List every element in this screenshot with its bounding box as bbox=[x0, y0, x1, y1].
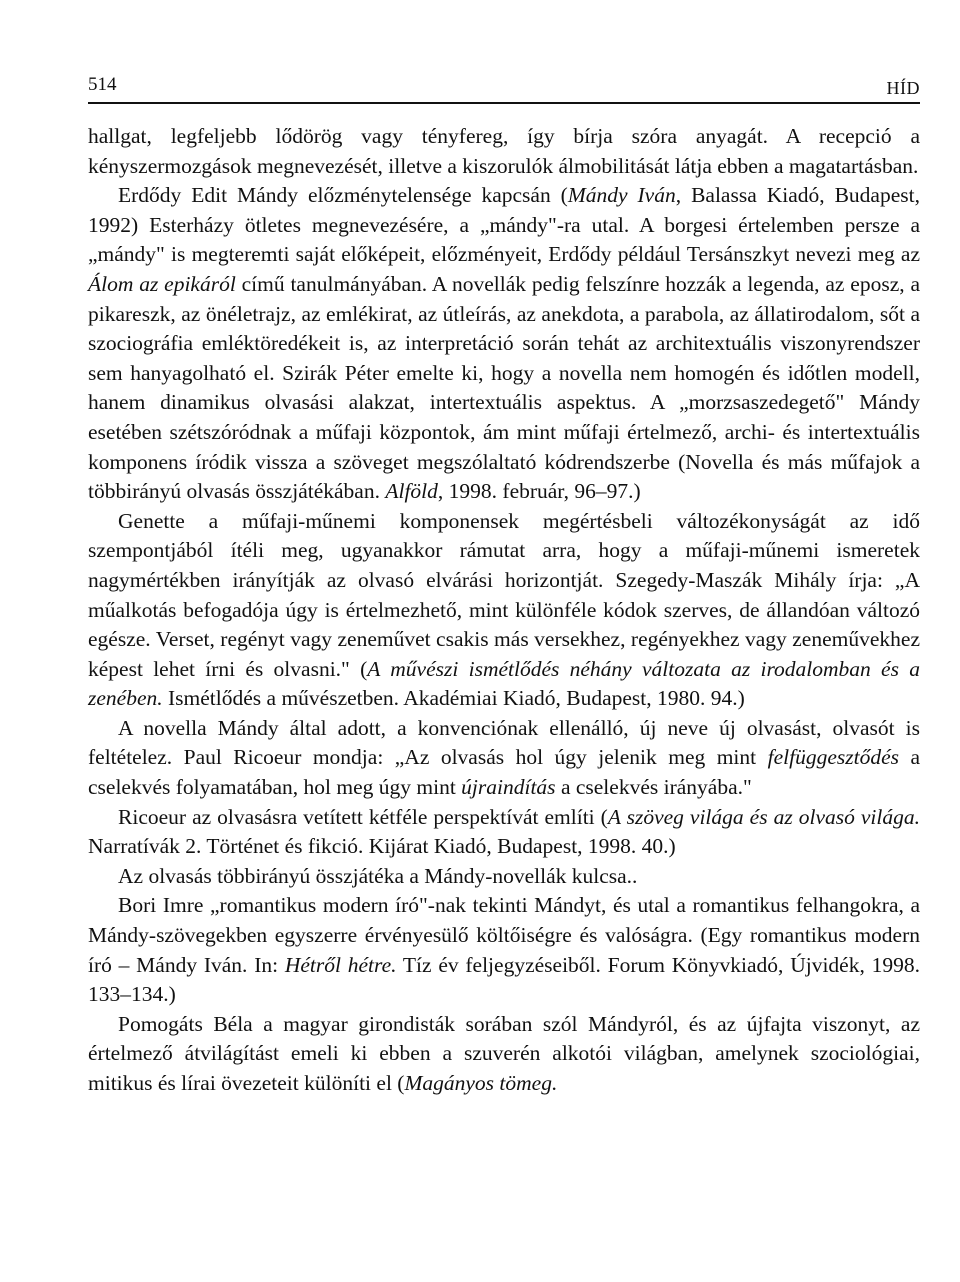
paragraph bbox=[88, 122, 920, 181]
journal-title: HÍD bbox=[886, 78, 920, 98]
text-run: Ismétlődés a művészetben. Akadémiai Kiadó, Budapest, 1980. 94.) bbox=[162, 686, 745, 711]
text-run: Ricoeur az olvasásra vetített kétféle perspektívát említi ( bbox=[118, 804, 608, 829]
italic-text: felfüggesztődés bbox=[767, 745, 899, 770]
text-run: a cselekvés folyamatában, hol meg úgy mint bbox=[88, 745, 920, 800]
italic-text: Magányos tömeg. bbox=[404, 1071, 558, 1095]
paragraph bbox=[88, 803, 920, 862]
body-text bbox=[88, 122, 920, 1099]
running-header bbox=[88, 70, 920, 104]
text-run: hallgat, legfeljebb lődörög vagy tényfereg, így bírja szóra anyagát. A recepció a kényszermozgások megnevezését, illetve a kiszorulók álmobilitását látja ebben a magatartásban. bbox=[88, 124, 920, 178]
italic-text: A szöveg világa és az olvasó világa. bbox=[607, 804, 920, 829]
text-run: Genette a műfaji-műnemi komponensek megértésbeli változékonyságát az idő szempontjából ítéli meg, ugyanakkor rámutat arra, hogy a műfaji-műnemi ismeretek nagymértékben irányítják az olvasó elvárási horizontját. Szegedy-Maszák Mihály írja: „A műalkotás befogadója úgy is értelmezhető, mint különféle kódok szerves, de állandóan változó egésze. Verset, regényt vagy zeneművet csakis más versekhez, regényekhez vagy zeneművekhez képest lehet írni és olvasni." ( bbox=[88, 508, 920, 681]
italic-text: Alföld bbox=[385, 479, 438, 504]
text-run: Bori Imre „romantikus modern író"-nak tekinti Mándyt, és utal a romantikus felhangokra, a Mándy-szövegekben egyszerre érvényesülő költőiségre és valóságra. (Egy romantikus modern író – Mándy Iván. In: bbox=[88, 893, 920, 977]
paragraph bbox=[88, 181, 920, 507]
text-run: Az olvasás többirányú összjátéka a Mándy-novellák kulcsa.. bbox=[118, 863, 638, 888]
text-run: Erdődy Edit Mándy előzménytelensége kapcsán ( bbox=[118, 183, 568, 208]
paragraph bbox=[88, 1010, 920, 1099]
text-run: a cselekvés irányába." bbox=[555, 775, 752, 800]
text-run: Tíz év feljegyzéseiből. Forum Könyvkiadó, Újvidék, 1998. 133–134.) bbox=[88, 952, 920, 1007]
text-run: , 1998. február, 96–97.) bbox=[437, 479, 641, 504]
paragraph bbox=[88, 714, 920, 803]
text-run: Narratívák 2. Történet és fikció. Kijárat Kiadó, Budapest, 1998. 40.) bbox=[88, 834, 676, 859]
italic-text: Mándy Iván bbox=[567, 183, 676, 208]
italic-text: újraindítás bbox=[461, 775, 556, 800]
text-run: A novella Mándy által adott, a konvenciónak ellenálló, új neve új olvasást, olvasót is feltételez. Paul Ricoeur mondja: „Az olvasás hol úgy jelenik meg mint bbox=[88, 715, 920, 770]
paragraph bbox=[88, 862, 920, 892]
text-run: című tanulmányában. A novellák pedig felszínre hozzák a legenda, az eposz, a pikareszk, az önéletrajz, az emlékirat, az útleírás, az anekdota, a parabola, az állatirodalom, sőt a szociográfia emléktöredékeit is, az interpretáció során tehát az architextuális viszonyrendszer sem hanyagolható el. Szirák Péter emelte ki, hogy a novella nem homogén és időtlen modell, hanem dinamikus olvasási alakzat, intertextuális aspektus. A „morzsaszedegető" Mándy esetében szétszóródnak a műfaji központok, ám mint műfaji értelmező, archi- és intertextuális komponens íródik vissza a szöveget megszólaltató kódrendszerbe (Novella és más műfajok a többirányú olvasás összjátékában. bbox=[88, 271, 920, 504]
italic-text: Hétről hétre. bbox=[284, 952, 397, 977]
text-run: Pomogáts Béla a magyar girondisták sorában szól Mándyról, és az újfajta viszonyt, az értelmező átvilágítást emeli ki ebben a szuverén alkotói világban, amelynek szociológiai, mitikus és lírai övezeteit különíti el ( bbox=[88, 1011, 920, 1095]
paragraph bbox=[88, 891, 920, 1009]
paragraph bbox=[88, 507, 920, 714]
italic-text: A művészi ismétlődés néhány változata az irodalomban és a zenében. bbox=[88, 656, 920, 711]
text-run: , Balassa Kiadó, Budapest, 1992) Esterházy ötletes megnevezésére, a „mándy"-ra utal. A borgesi értelemben persze a „mándy" is megteremti saját előképeit, előzményeit, Erdődy például Tersánszkyt nevezi meg az bbox=[88, 183, 920, 267]
page-number: 514 bbox=[88, 74, 117, 95]
page bbox=[88, 70, 920, 1099]
italic-text: Álom az epikáról bbox=[88, 271, 236, 296]
